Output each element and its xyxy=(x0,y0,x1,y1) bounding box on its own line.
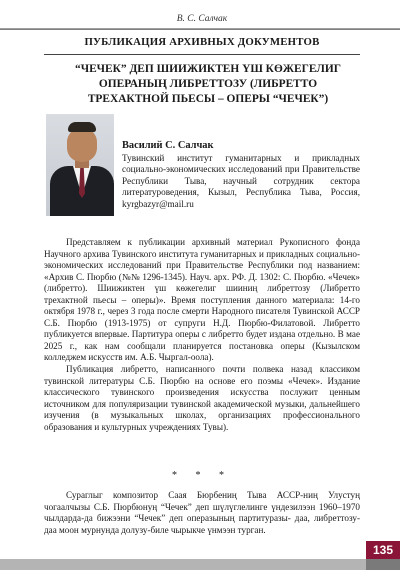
body-paragraph: Представляем к публикации архивный материал Рукописного фонда Научного архива Тувинского института гуманитарных и прикладных социально-экономических исследований при Правительстве Республики под названием: «Архив С. Пюрбю (№№ 1296-1345). Науч. арх. РФ. Д. 1302: С. Пюрбю. «Чечек» (либретто). Шиижиктен үш көжегелиг шииниң либреттозу (Либретто трехактной пьесы – оперы)». Время поступления данного материала: 14-го октября 1978 г., через 3 года после смерти Народного писателя Тувинской АССР С.Б. Пюрбю (1913-1975) от супруги Н.Д. Пюрбю-Филатовой. Либретто публикуется впервые. Партитура оперы с либретто будет издана отдельно. В мае 2025 г., как нам сообщали планируется постановка оперы (Кызылском колледжем искусств им. А.Б. Чыргал-оола). xyxy=(44,237,360,363)
author-photo xyxy=(46,114,114,216)
tuvan-section xyxy=(44,490,360,536)
author-block xyxy=(122,140,360,211)
article-title: “ЧЕЧЕК” ДЕП ШИИЖИКТЕН ҮШ КӨЖЕГЕЛИГ ОПЕРАНЫҢ ЛИБРЕТТОЗУ (ЛИБРЕТТО ТРЕХАКТНОЙ ПЬЕСЫ – ОПЕРЫ “ЧЕЧЕК”) xyxy=(75,63,341,105)
header-rule xyxy=(0,28,400,30)
footer-bar-tab xyxy=(366,559,400,570)
page-number: 135 xyxy=(366,541,400,559)
author-affiliation: Тувинский институт гуманитарных и прикладных социально-экономических исследований при Правительстве Республики Тыва, научный сотрудник сектора литературоведения, Кызыл, Республика Тыва, Россия, kyrgbazyr@mail.ru xyxy=(122,152,360,209)
running-head: В. С. Салчак xyxy=(176,14,228,24)
section-rule xyxy=(44,54,360,55)
section-title: ПУБЛИКАЦИЯ АРХИВНЫХ ДОКУМЕНТОВ xyxy=(84,36,320,48)
body-paragraph: Публикация либретто, написанного почти полвека назад классиком тувинской литературы С.Б. Пюрбю на основе его поэмы «Чечек». Издание классического тувинского произведения искусства послужит ценным источником для популяризации тувинской академической музыки, дальнейшего изучения (в музыкальных школах, организациях профессионального образования и культурных учреждениях Тувы). xyxy=(44,364,360,432)
footer-bar xyxy=(0,559,366,570)
article-body xyxy=(44,237,360,433)
section-separator: * * * xyxy=(172,470,232,481)
author-name: Василий С. Салчак xyxy=(122,140,214,151)
tuvan-paragraph: Сураглыг композитор Саая Бюрбениң Тыва АССР-ниң Улустуң чогаалчызы С.Б. Пюрбюнуң “Чечек” деп шүлүглелинге үндезилээн 1960–1970 чылдарда-да бижээни “Чечек” деп операзының партитуразы- даа, либреттозу-даа моон мурнунда долузу-биле чырыкче үнмээн турган. xyxy=(44,490,360,535)
